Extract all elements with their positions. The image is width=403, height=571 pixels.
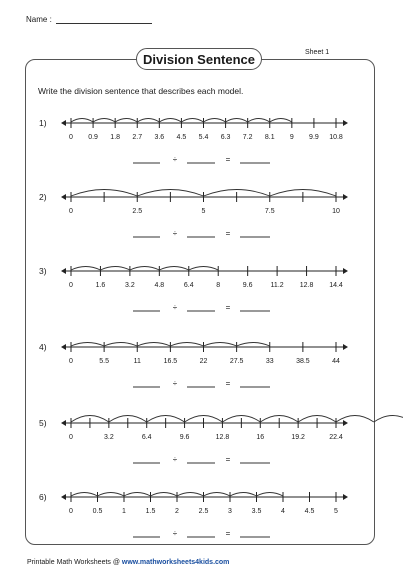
jump-arc [130, 267, 159, 271]
right-arrow-icon [343, 194, 348, 200]
tick-label: 1.6 [95, 282, 106, 289]
jump-arc [71, 493, 98, 497]
tick-label: 0.5 [92, 508, 103, 515]
equals-symbol: = [225, 455, 231, 464]
tick-label: 11 [133, 358, 141, 365]
tick-label: 12.8 [215, 434, 230, 441]
jump-arc [226, 119, 248, 123]
tick-label: 4.5 [176, 134, 187, 141]
jump-arc [93, 119, 115, 123]
jump-arc [159, 267, 188, 271]
sheet-label: Sheet 1 [305, 49, 330, 56]
tick-label: 6.3 [220, 134, 231, 141]
problem-number: 3) [39, 266, 47, 276]
tick-label: 22 [199, 358, 208, 365]
jump-arc [98, 493, 125, 497]
jump-arc [230, 493, 257, 497]
jump-arc [189, 267, 218, 271]
tick-label: 0 [69, 508, 73, 515]
tick-label: 27.5 [229, 358, 244, 365]
jump-arc [71, 343, 104, 347]
tick-label: 3.2 [125, 282, 135, 289]
footer [27, 559, 229, 566]
tick-label: 3 [228, 508, 232, 515]
equals-symbol: = [225, 155, 231, 164]
tick-label: 0 [69, 134, 73, 141]
tick-label: 10 [332, 208, 340, 215]
problem-number: 1) [39, 118, 47, 128]
tick-label: 1 [122, 508, 126, 515]
tick-label: 4.5 [304, 508, 315, 515]
equals-symbol: = [225, 379, 231, 388]
left-arrow-icon [61, 344, 66, 350]
jump-arc [237, 343, 270, 347]
tick-label: 1.8 [110, 134, 121, 141]
divide-symbol: ÷ [172, 379, 178, 388]
tick-label: 5 [334, 508, 338, 515]
jump-arc [177, 493, 204, 497]
jump-arc [137, 119, 159, 123]
jump-arc [104, 343, 137, 347]
jump-arc [248, 119, 270, 123]
right-arrow-icon [343, 120, 348, 126]
divide-symbol: ÷ [172, 529, 178, 538]
tick-label: 44 [332, 358, 340, 365]
jump-arc [137, 343, 170, 347]
problem-number: 4) [39, 342, 47, 352]
tick-label: 3.6 [154, 134, 165, 141]
divide-symbol: ÷ [172, 303, 178, 312]
equals-symbol: = [225, 303, 231, 312]
tick-label: 0.9 [88, 134, 98, 141]
jump-arc [204, 343, 237, 347]
jump-arc [124, 493, 151, 497]
jump-arc [71, 119, 93, 123]
tick-label: 5.4 [198, 134, 209, 141]
instruction-text: Write the division sentence that describes each model. [38, 86, 244, 96]
tick-label: 4.8 [154, 282, 165, 289]
tick-label: 0 [69, 434, 73, 441]
jump-arc [270, 119, 292, 123]
problem-number: 5) [39, 418, 47, 428]
tick-label: 2 [175, 508, 179, 515]
tick-label: 9.9 [309, 134, 319, 141]
footer-site-link[interactable]: www.mathworksheets4kids.com [121, 559, 230, 566]
jump-arc [100, 267, 129, 271]
tick-label: 5 [201, 208, 206, 215]
page-title: Division Sentence [136, 48, 262, 70]
tick-label: 2.5 [198, 508, 209, 515]
tick-label: 33 [265, 358, 274, 365]
tick-label: 3.5 [251, 508, 262, 515]
tick-label: 22.4 [329, 434, 343, 441]
equals-symbol: = [225, 229, 231, 238]
jump-arc [151, 493, 178, 497]
tick-label: 7.2 [242, 134, 253, 141]
footer-prefix: Printable Math Worksheets @ [27, 559, 122, 566]
tick-label: 4 [281, 508, 285, 515]
tick-label: 16.5 [163, 358, 178, 365]
tick-label: 2.5 [132, 208, 143, 215]
tick-label: 7.5 [264, 208, 275, 215]
problem-number: 2) [39, 192, 47, 202]
right-arrow-icon [343, 344, 348, 350]
right-arrow-icon [343, 420, 348, 426]
tick-label: 0 [69, 282, 73, 289]
tick-label: 38.5 [296, 358, 310, 365]
tick-label: 3.2 [103, 434, 114, 441]
tick-label: 14.4 [329, 282, 343, 289]
name-label: Name : [26, 15, 52, 24]
divide-symbol: ÷ [172, 229, 178, 238]
divide-symbol: ÷ [172, 155, 178, 164]
tick-label: 9.6 [179, 434, 190, 441]
left-arrow-icon [61, 268, 66, 274]
tick-label: 1.5 [145, 508, 156, 515]
left-arrow-icon [61, 494, 66, 500]
jump-arc [374, 416, 403, 423]
divide-symbol: ÷ [172, 455, 178, 464]
jump-arc [115, 119, 137, 123]
tick-label: 6.4 [141, 434, 152, 441]
problem-number: 6) [39, 492, 47, 502]
tick-label: 5.5 [99, 358, 109, 365]
jump-arc [204, 119, 226, 123]
tick-label: 12.8 [299, 282, 314, 289]
jump-arc [71, 267, 100, 271]
jump-arc [257, 493, 284, 497]
tick-label: 6.4 [183, 282, 194, 289]
jump-arc [159, 119, 181, 123]
tick-label: 0 [69, 358, 73, 365]
tick-label: 2.7 [132, 134, 143, 141]
jump-arc [336, 416, 374, 423]
left-arrow-icon [61, 120, 66, 126]
tick-label: 0 [69, 208, 73, 215]
tick-label: 9.6 [242, 282, 253, 289]
tick-label: 9 [289, 134, 294, 141]
jump-arc [181, 119, 203, 123]
tick-label: 10.8 [329, 134, 343, 141]
right-arrow-icon [343, 268, 348, 274]
jump-arc [170, 343, 203, 347]
tick-label: 11.2 [270, 282, 284, 289]
jump-arc [204, 493, 231, 497]
left-arrow-icon [61, 194, 66, 200]
tick-label: 8 [216, 282, 221, 289]
left-arrow-icon [61, 420, 66, 426]
tick-label: 16 [256, 434, 265, 441]
tick-label: 19.2 [291, 434, 305, 441]
equals-symbol: = [225, 529, 231, 538]
right-arrow-icon [343, 494, 348, 500]
tick-label: 8.1 [264, 134, 275, 141]
